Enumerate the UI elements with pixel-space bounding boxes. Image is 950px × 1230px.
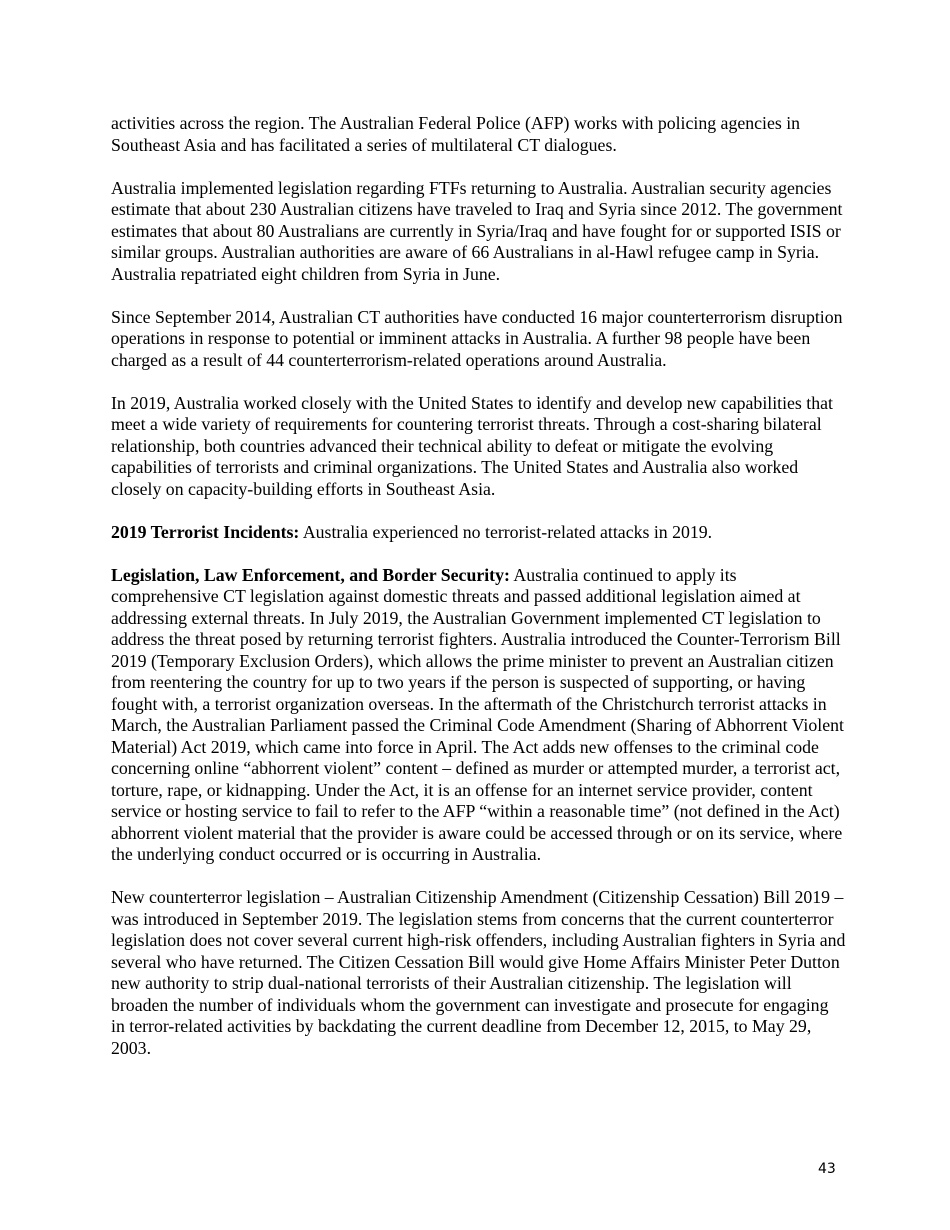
paragraph-legislation-border-security	[111, 565, 846, 866]
paragraph-text: Since September 2014, Australian CT authorities have conducted 16 major counterterrorism disruption operations in response to potential or imminent attacks in Australia. A further 98 people have been charged as a result of 44 counterterrorism-related operations around Australia.	[111, 306, 843, 370]
paragraph-ftf-legislation	[111, 178, 846, 286]
paragraph-citizenship-cessation	[111, 887, 846, 1059]
paragraph-text: activities across the region. The Australian Federal Police (AFP) works with policing agencies in Southeast Asia and has facilitated a series of multilateral CT dialogues.	[111, 113, 801, 155]
paragraph-afp-policing	[111, 113, 846, 156]
paragraph-text: Australia experienced no terrorist-related attacks in 2019.	[299, 521, 713, 542]
paragraph-text: New counterterror legislation – Australian Citizenship Amendment (Citizenship Cessation) Bill 2019 – was introduced in September 2019. The legislation stems from concerns that the current counterterror legislation does not cover several current high-risk offenders, including Australian fighters in Syria and several who have returned. The Citizen Cessation Bill would give Home Affairs Minister Peter Dutton new authority to strip dual-national terrorists of their Australian citizenship. The legislation will broaden the number of individuals whom the government can investigate and prosecute for engaging in terror-related activities by backdating the current deadline from December 12, 2015, to May 29, 2003.	[111, 887, 846, 1058]
paragraph-text: Australia implemented legislation regarding FTFs returning to Australia. Australian security agencies estimate that about 230 Australian citizens have traveled to Iraq and Syria since 2012. The government estimates that about 80 Australians are currently in Syria/Iraq and have fought for or supported ISIS or similar groups. Australian authorities are aware of 66 Australians in al-Hawl refugee camp in Syria. Australia repatriated eight children from Syria in June.	[111, 177, 843, 284]
document-page-body	[111, 113, 846, 1081]
paragraph-disruption-operations	[111, 307, 846, 372]
section-heading-legislation: Legislation, Law Enforcement, and Border Security:	[111, 564, 510, 585]
page-number: 43	[818, 1161, 836, 1177]
section-heading-terrorist-incidents: 2019 Terrorist Incidents:	[111, 521, 300, 542]
paragraph-text: In 2019, Australia worked closely with the United States to identify and develop new capabilities that meet a wide variety of requirements for countering terrorist threats. Through a cost-sharing bilateral relationship, both countries advanced their technical ability to defeat or mitigate the evolving capabilities of terrorists and criminal organizations. The United States and Australia also worked closely on capacity-building efforts in Southeast Asia.	[111, 392, 833, 499]
paragraph-terrorist-incidents	[111, 522, 846, 544]
paragraph-us-cooperation	[111, 393, 846, 501]
paragraph-text: Australia continued to apply its comprehensive CT legislation against domestic threats and passed additional legislation aimed at addressing external threats. In July 2019, the Australian Government implemented CT legislation to address the threat posed by returning terrorist fighters. Australia introduced the Counter-Terrorism Bill 2019 (Temporary Exclusion Orders), which allows the prime minister to prevent an Australian citizen from reentering the country for up to two years if the person is suspected of supporting, or having fought with, a terrorist organization overseas. In the aftermath of the Christchurch terrorist attacks in March, the Australian Parliament passed the Criminal Code Amendment (Sharing of Abhorrent Violent Material) Act 2019, which came into force in April. The Act adds new offenses to the criminal code concerning online “abhorrent violent” content – defined as murder or attempted murder, a terrorist act, torture, rape, or kidnapping. Under the Act, it is an offense for an internet service provider, content service or hosting service to fail to refer to the AFP “within a reasonable time” (not defined in the Act) abhorrent violent material that the provider is aware could be accessed through or on its service, where the underlying conduct occurred or is occurring in Australia.	[111, 564, 844, 864]
